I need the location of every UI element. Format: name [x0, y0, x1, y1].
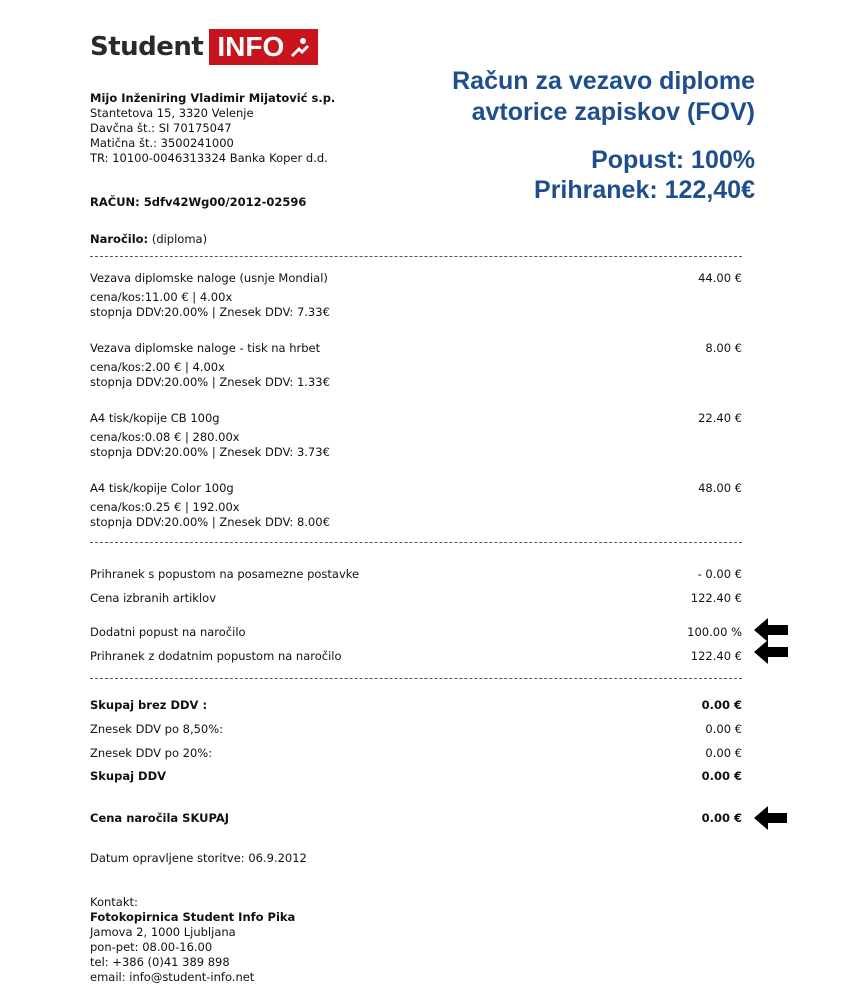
total-value: 0.00 €	[701, 698, 742, 712]
company-address: Stantetova 15, 3320 Velenje	[90, 106, 254, 120]
arrow-left-icon	[752, 806, 788, 830]
summary-extra-discount	[90, 624, 742, 640]
contact-address: Jamova 2, 1000 Ljubljana	[90, 925, 236, 939]
item-vat-line: stopnja DDV:20.00% | Znesek DDV: 1.33€	[90, 375, 330, 389]
item-price-line: cena/kos:0.25 € | 192.00x	[90, 500, 240, 514]
item-amount: 22.40 €	[698, 411, 742, 425]
total-value: 0.00 €	[701, 811, 742, 825]
item-price-line: cena/kos:0.08 € | 280.00x	[90, 430, 240, 444]
student-info-logo	[90, 28, 318, 66]
summary-value: - 0.00 €	[697, 567, 742, 581]
item-vat-line: stopnja DDV:20.00% | Znesek DDV: 8.00€	[90, 515, 330, 529]
item-vat-line: stopnja DDV:20.00% | Znesek DDV: 3.73€	[90, 445, 330, 459]
headline-savings: Prihranek: 122,40€	[534, 176, 755, 204]
headline-line1: Račun za vezavo diplome	[452, 67, 755, 95]
total-label: Znesek DDV po 8,50%:	[90, 722, 224, 736]
total-label: Cena naročila SKUPAJ	[90, 811, 230, 825]
invoice-number: RAČUN: 5dfv42Wg00/2012-02596	[90, 195, 307, 209]
total-value: 0.00 €	[701, 769, 742, 783]
company-account: TR: 10100-0046313324 Banka Koper d.d.	[90, 151, 328, 165]
company-reg-id: Matična št.: 3500241000	[90, 136, 234, 150]
contact-tel: tel: +386 (0)41 389 898	[90, 955, 230, 969]
summary-label: Prihranek s popustom na posamezne postavke	[90, 567, 360, 581]
contact-name: Fotokopirnica Student Info Pika	[90, 910, 296, 924]
item-price-line: cena/kos:11.00 € | 4.00x	[90, 290, 233, 304]
summary-label: Cena izbranih artiklov	[90, 591, 217, 605]
total-grand	[90, 810, 742, 826]
total-vat	[90, 768, 742, 784]
order-label: Naročilo:	[90, 232, 149, 246]
summary-value: 100.00 %	[687, 625, 742, 639]
order-line	[90, 232, 207, 246]
divider	[90, 678, 742, 679]
order-value: (diploma)	[151, 232, 208, 246]
item-amount: 48.00 €	[698, 481, 742, 495]
contact-hours: pon-pet: 08.00-16.00	[90, 940, 213, 954]
headline-line2: avtorice zapiskov (FOV)	[471, 98, 755, 126]
total-vat-8-5	[90, 721, 742, 737]
line-item	[90, 270, 742, 320]
item-price-line: cena/kos:2.00 € | 4.00x	[90, 360, 225, 374]
total-vat-20	[90, 745, 742, 761]
line-item	[90, 410, 742, 460]
item-name: Vezava diplomske naloge - tisk na hrbet	[90, 341, 321, 355]
logo-info-badge	[209, 29, 318, 65]
total-value: 0.00 €	[705, 722, 742, 736]
company-name: Mijo Inženiring Vladimir Mijatović s.p.	[90, 91, 336, 105]
headline-discount: Popust: 100%	[591, 146, 755, 174]
item-vat-line: stopnja DDV:20.00% | Znesek DDV: 7.33€	[90, 305, 330, 319]
total-value: 0.00 €	[705, 746, 742, 760]
total-label: Skupaj DDV	[90, 769, 167, 783]
total-label: Znesek DDV po 20%:	[90, 746, 213, 760]
logo-info-text: INFO	[217, 31, 285, 62]
item-amount: 8.00 €	[705, 341, 742, 355]
contact-info	[90, 895, 295, 985]
divider	[90, 542, 742, 543]
invoice-headline	[452, 66, 755, 205]
summary-selected-price	[90, 590, 742, 606]
summary-value: 122.40 €	[690, 591, 742, 605]
item-name: A4 tisk/kopije CB 100g	[90, 411, 220, 425]
total-net	[90, 697, 742, 713]
company-tax-id: Davčna št.: SI 70175047	[90, 121, 232, 135]
summary-value: 122.40 €	[690, 649, 742, 663]
item-amount: 44.00 €	[698, 271, 742, 285]
divider	[90, 256, 742, 257]
item-name: Vezava diplomske naloge (usnje Mondial)	[90, 271, 328, 285]
logo-student-text: Student	[90, 32, 204, 62]
item-name: A4 tisk/kopije Color 100g	[90, 481, 234, 495]
summary-label: Dodatni popust na naročilo	[90, 625, 246, 639]
summary-extra-savings	[90, 648, 742, 664]
summary-item-discount	[90, 566, 742, 582]
company-info	[90, 91, 335, 166]
double-arrow-left-icon	[752, 618, 790, 664]
total-label: Skupaj brez DDV :	[90, 698, 208, 712]
contact-label: Kontakt:	[90, 895, 138, 909]
reading-figure-icon	[288, 35, 310, 59]
line-item	[90, 340, 742, 390]
service-date: Datum opravljene storitve: 06.9.2012	[90, 851, 307, 865]
line-item	[90, 480, 742, 530]
contact-email: email: info@student-info.net	[90, 970, 255, 984]
summary-label: Prihranek z dodatnim popustom na naročilo	[90, 649, 342, 663]
